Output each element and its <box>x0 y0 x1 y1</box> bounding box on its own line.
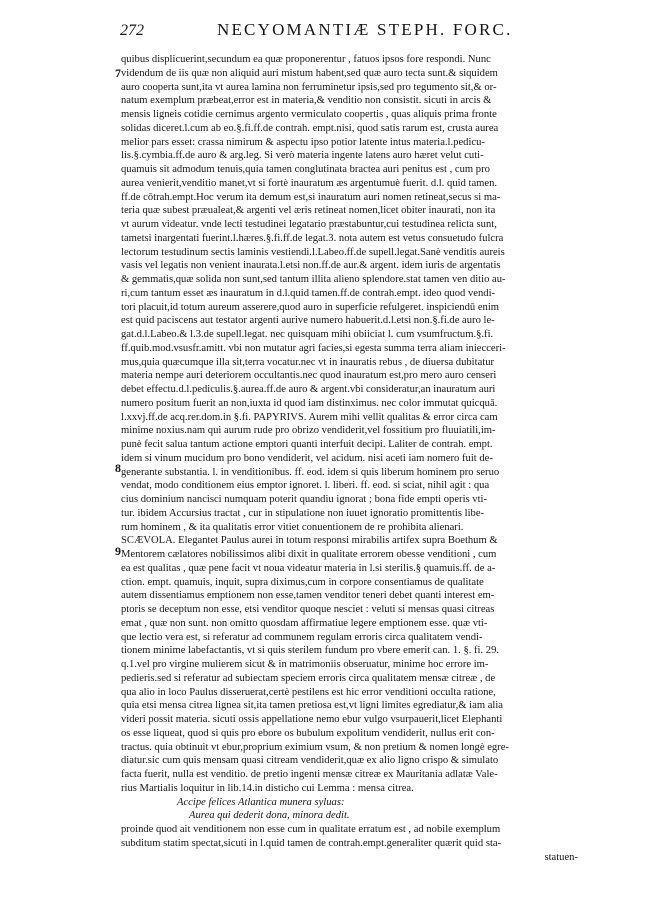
text-line: tur. ibidem Accursius tractat , cur in stipulatione non iuuet ignoratio promittentis libe- <box>121 507 485 519</box>
text-line: ri,cum tantum esset æs inauratum in d.l.quid tamen.ff.de contrah.empt. ideo quod vendi- <box>121 287 496 299</box>
text-line: vt aurum videatur. vnde lecti testudinei legatario præstabuntur,cui testudinea relicta sunt, <box>121 219 497 230</box>
body-text <box>121 53 586 864</box>
text-line: teria quæ subest præualeat,& argenti vel æris retineat nomen,licet obiter inaurati, non ita <box>121 205 496 217</box>
text-line: rius Martialis loquitur in lib.14.in disticho cui Lemma : mensa citrea. <box>121 782 414 794</box>
text-line: videndum de iis quæ non aliquid auri mistum habent,sed quæ auro tecta sunt.& siquidem <box>121 67 498 79</box>
running-title: NECYOMANTIÆ STEPH. FORC. <box>217 20 513 39</box>
text-line: ff.de cōtrah.empt.Hoc verum ita demum est,si inauratum auri nomen retineat,secus si ma- <box>121 191 501 203</box>
text-line: numero positum fuerit an non,iuxta id quod iam distinximus. nec color immutat quicquā. <box>121 397 498 409</box>
catchword: statuen- <box>544 851 578 863</box>
text-line: quamuis sit admodum tenuis,quia tamen conglutinata bractea auri penitus est , cum pro <box>121 164 490 175</box>
text-line: vendat, modo conditionem eius emptor ignoret. l. liberi. ff. eod. si sciat, nihil agit : qua <box>121 480 490 492</box>
text-line: quibus displicuerint,secundum ea quæ proponerentur , fatuos ipsos fore respondi. Nunc <box>121 54 491 65</box>
text-line: os esse liqueat, quod si quis pro ebore os bubulum expolitum vendiderit, nullus erit con- <box>121 727 495 739</box>
text-line: SCÆVOLA. Elegantet Paulus aurei in totum responsi mirabilis artifex supra Boethum & <box>121 535 498 547</box>
text-line: rum hominem , & ita qualitatis error vitiet conuentionem de re prohibita alienari. <box>121 521 464 533</box>
text-line: ff.quib.mod.vsusfr.amitt. vbi non mutatur agri facies,si egesta summa terra aliam iniecceri- <box>121 342 506 354</box>
text-line: melior pars esset: crassa nimirum & aspectu ipso potior latente intus materia.l.pedicu- <box>121 136 485 148</box>
text-line: generante substantia. l. in venditionibus. ff. eod. idem si quis liberum hominem pro seruo <box>121 466 500 478</box>
text-line: l.xxvj.ff.de acq.rer.dom.in §.fi. PAPYRIVS. Aurem mihi vellit qualitas & error circa cam <box>121 411 498 423</box>
text-line: ptoris se deceptum non esse, etsi venditor quoque nesciet : veluti si mensas quasi citreas <box>121 604 495 615</box>
text-line: diatur.sic cum quis mensam quasi citream vendiderit,quæ ex alio ligno crispo & simulato <box>121 755 499 767</box>
text-line: punè fecit salua tantum actione emptori quanti interfuit decipi. Laliter de contrah. empt. <box>121 439 493 450</box>
text-line: videri possit materia. sicuti ossis appellatione nemo ebur vulgo vsurpauerit,licet Elephanti <box>121 714 503 725</box>
verse-line: Accipe felices Atlantica munera syluas: <box>177 796 345 808</box>
text-line: emat , quæ non sunt. non omitto quosdam affirmatiue legere emptionem esse. quæ vti- <box>121 617 488 629</box>
margin-number-9: 9 <box>115 544 121 558</box>
verse-line: Aurea qui dederit dona, minora dedit. <box>189 810 350 822</box>
text-line: gat.d.l.Labeo.& l.3.de supell.legat. nec quisquam mihi obiiciat l. cum vsumfructum.§.fi. <box>121 329 494 340</box>
text-line: Mentorem cælatores nobilissimos alibi dixit in qualitate errorem obesse venditioni , cum <box>121 549 497 560</box>
text-line: tractus. quia obtinuit vt ebur,proprium eximium vsum, & non pretium & nomen longè egre- <box>121 741 509 753</box>
text-line: qua alio in loco Paulus disseruerat,certè pestilens est hic error venditioni occulta ratione, <box>121 686 496 698</box>
margin-number-8: 8 <box>115 461 121 475</box>
text-line: pedieris.sed si referatur ad subiectam speciem erroris circa qualitatem mensæ citreæ , de <box>121 672 496 684</box>
page-number: 272 <box>120 22 144 39</box>
text-line: lectorum testudinum sectis laminis vestiendi.l.Labeo.ff.de supell.legat.Sanè venditis aureis <box>121 246 505 258</box>
text-line: solidas diceret.l.cum ab eo.§.fi.ff.de contrah. empt.nisi, quod satis rarum est, crusta aurea <box>121 122 499 134</box>
text-line: tametsi inargentati fuerint.l.hæres.§.fi.ff.de legat.3. nota autem est vetus consuetudo fulcra <box>121 232 504 244</box>
text-line: natum exemplum præbeat,error est in materia,& venditio non consistit. sicuti in arcis & <box>121 95 492 107</box>
text-line: ea est qualitas , quæ pene facit vt noua videatur materia in l.si sterilis.§ quamuis.ff. de a- <box>121 562 496 574</box>
text-line: subditum statim spectat,sicuti in l.quid tamen de contrah.empt.generaliter quærit quid sta- <box>121 837 502 849</box>
text-line: & gemmatis,quæ solida non sunt,sed tantum illita alieno splendore.stat tamen ven ditio au- <box>121 274 506 285</box>
text-line: q.1.vel pro virgine mulierem sicut & in matrimoniis obseruatur, minime hoc errore im- <box>121 659 489 670</box>
margin-number-7: 7 <box>115 66 121 80</box>
text-line: autem dissentiamus emptionem non esse,tamen venditor teneri debet quanti interest em- <box>121 590 495 602</box>
text-line: quia etsi mensa citrea lignea sit,ita tamen pretiosa est,vt ligni limites egrediatur,& iam alia <box>121 700 504 712</box>
text-line: materia nempe auri deteriorem occultantis.nec quod inauratum est,pro mero auro censeri <box>121 370 497 382</box>
text-line: debet effectu.d.l.pediculis.§.aurea.ff.de auro & argent.vbi consideratur,an inauratum auri <box>121 384 496 395</box>
text-line: minime noxius.nam qui aurum rude pro obrizo vendiderit,vel fossitium pro fluuiatili,im- <box>121 425 496 437</box>
text-line: que lectio vera est, si referatur ad communem regulam erroris circa qualitatem vendi- <box>121 631 483 643</box>
text-line: vasis vel legatis non venient inaurata.l.etsi non.ff.de aur.& argent. idem iuris de argentatis <box>121 260 501 272</box>
text-line: auro cooperta sunt,ita vt aurea lamina non ferruminetur ipsis,sed pro tegumento sit,& or- <box>121 81 497 93</box>
text-line: est quid paciscens aut testator argenti aurive numero habuerit.d.l.etsi non.§.fi.de auro le- <box>121 315 495 327</box>
text-line: ction. empt. quamuis, inquit, supra diximus,cum in corpore consentiamus de qualitate <box>121 576 484 588</box>
text-line: aurea venierit,venditio manet,vt si fortè inauratum æs argentumuè fuerit. d.l. quid tamen. <box>121 177 498 189</box>
text-line: idem si vinum mucidum pro bono vendiderit, vel acidum. nisi aceti iam nomero fuit de- <box>121 452 493 464</box>
text-line: tori placuit,id totum aureum asserere,quod auro in superficie refulgeret. inspiciendū enim <box>121 301 500 313</box>
text-line: mus,quia quæcumque illa sit,terra vocatur.nec vt in inauratis rebus , de diuersa dubitatur <box>121 356 495 368</box>
text-line: mensis ligneis cotidie cernimus argento vermiculato coopertis , quas aliquis prima fronte <box>121 109 497 120</box>
text-line: facta fuerit, nulla est venditio. de pretio ingenti mensæ citreæ ex Mauritania adlatæ Vale- <box>121 769 498 780</box>
text-line: proinde quod ait venditionem non esse cum in qualitate erratum est , ad nobile exemplum <box>121 824 501 835</box>
text-line: cius dominium nancisci numquam poterit quandiu ignorat ; bona fide empti operis vti- <box>121 494 488 505</box>
text-line: lis.§.cymbia.ff.de auro & arg.leg. Si verò materia ingente latens auro hæret velut cuti- <box>121 150 484 162</box>
text-line: tionem minime labefactantis, vt si quis sterilem fundum pro vbere emerit can. 1. §. fi. 29. <box>121 645 500 657</box>
